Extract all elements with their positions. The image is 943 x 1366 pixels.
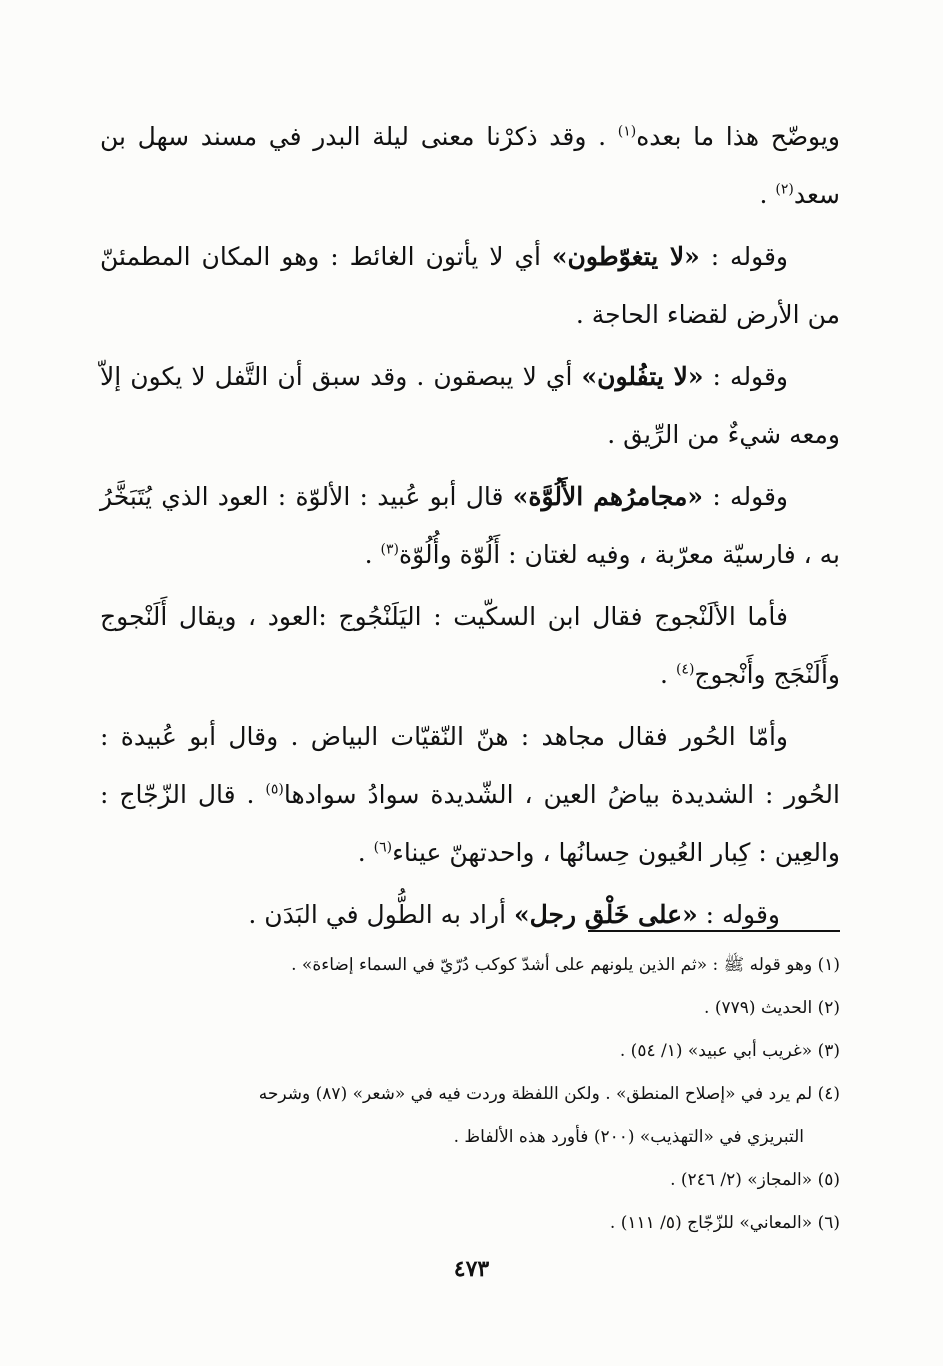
footnote-ref-4[interactable]: (٤)	[675, 661, 695, 678]
footnote-ref-3[interactable]: (٣)	[380, 541, 400, 558]
footnote-ref-5[interactable]: (٥)	[265, 781, 284, 798]
text-run: أراد به الطُّول في البَدَن .	[248, 900, 514, 929]
text-run: أي لا يأتون الغائط : وهو المكان المطمئنّ من الأرض لقضاء الحاجة .	[100, 242, 840, 329]
footnote-number: (٥)	[817, 1170, 840, 1190]
paragraph-2	[100, 228, 840, 344]
footnote-number: (٦)	[817, 1213, 840, 1233]
quoted-term: «على خَلْق رجل»	[513, 900, 698, 929]
footnote-ref-2[interactable]: (٢)	[775, 181, 794, 198]
paragraph-3	[100, 348, 840, 464]
footnote-1	[100, 944, 840, 987]
text-run: .	[759, 180, 776, 209]
paragraph-7	[100, 886, 840, 944]
text-run: وقوله :	[699, 242, 789, 271]
text-run: .	[364, 540, 381, 569]
footnote-text: وهو قوله ﷺ : «ثم الذين يلونهم على أشدّ كوكب دُرّيّ في السماء إضاءة» .	[291, 955, 813, 975]
footnote-text: «المعاني» للزّجّاج (٥/ ١١١) .	[609, 1213, 813, 1233]
main-text	[100, 108, 840, 948]
quoted-term: «لا يتغوّطون»	[551, 242, 700, 271]
footnote-text-continued: التبريزي في «التهذيب» (٢٠٠) فأورد هذه الألفاظ .	[453, 1127, 804, 1147]
text-run: . وقد ذكرْنا معنى ليلة البدر في مسند سهل بن سعد	[100, 122, 840, 209]
footnote-ref-6[interactable]: (٦)	[373, 839, 393, 856]
paragraph-6	[100, 708, 840, 882]
text-run: وأمّا الحُور فقال مجاهد : هنّ النّقيّات البياض . وقال أبو عُبيدة : الحُور : الشديدة بياضُ العين ، الشّديدة سوادُ سوادها	[100, 722, 840, 809]
footnote-2	[100, 987, 840, 1030]
text-run: فأما الألَنْجوج فقال ابن السكّيت : اليَلَنْجُوج :العود ، ويقال أَلَنْجوج وأَلَنْجَج وأَنْجوج	[100, 602, 840, 689]
footnote-number: (١)	[817, 955, 840, 975]
paragraph-4	[100, 468, 840, 584]
footnote-text: الحديث (٧٧٩) .	[704, 998, 813, 1018]
text-run: وقوله :	[703, 482, 789, 511]
footnote-number: (٣)	[817, 1041, 840, 1061]
footnote-number: (٢)	[817, 998, 840, 1018]
footnotes	[100, 944, 840, 1245]
text-run: أي لا يبصقون . وقد سبق أن التَّفل لا يكون إلاّ ومعه شيءٌ من الرِّيق .	[100, 362, 840, 449]
text-run: وقوله :	[697, 900, 780, 929]
text-run: .	[660, 660, 676, 689]
footnote-number: (٤)	[817, 1084, 840, 1104]
paragraph-1	[100, 108, 840, 224]
paragraph-5	[100, 588, 840, 704]
quoted-term: «لا يتفُلون»	[581, 362, 704, 391]
text-run: .	[357, 838, 374, 867]
page-number: ٤٧٣	[453, 1256, 490, 1282]
footnote-6	[100, 1202, 840, 1245]
footnote-text: «المجاز» (٢/ ٢٤٦) .	[670, 1170, 813, 1190]
footnote-divider	[588, 930, 840, 932]
text-run: . قال الزّجّاج : والعِين : كِبار العُيون حِسانُها ، واحدتهنّ عيناء	[100, 780, 840, 867]
footnote-3	[100, 1030, 840, 1073]
text-run: ويوضّح هذا ما بعده	[636, 122, 841, 151]
text-run: وقوله :	[703, 362, 789, 391]
text-run: قال أبو عُبيد : الألوّة : العود الذي يُتَبَخَّرُ به ، فارسيّة معرّبة ، وفيه لغتان : أَلُوّة وأُلُوّة	[100, 482, 840, 569]
footnote-4	[100, 1073, 840, 1159]
footnote-ref-1[interactable]: (١)	[617, 123, 637, 140]
footnote-5	[100, 1159, 840, 1202]
quoted-term: «مجامرُهم الأَلُوَّة»	[512, 482, 704, 511]
footnote-text: «غريب أبي عبيد» (١/ ٥٤) .	[619, 1041, 813, 1061]
footnote-text: لم يرد في «إصلاح المنطق» . ولكن اللفظة وردت فيه في «شعر» (٨٧) وشرحه	[258, 1084, 813, 1104]
